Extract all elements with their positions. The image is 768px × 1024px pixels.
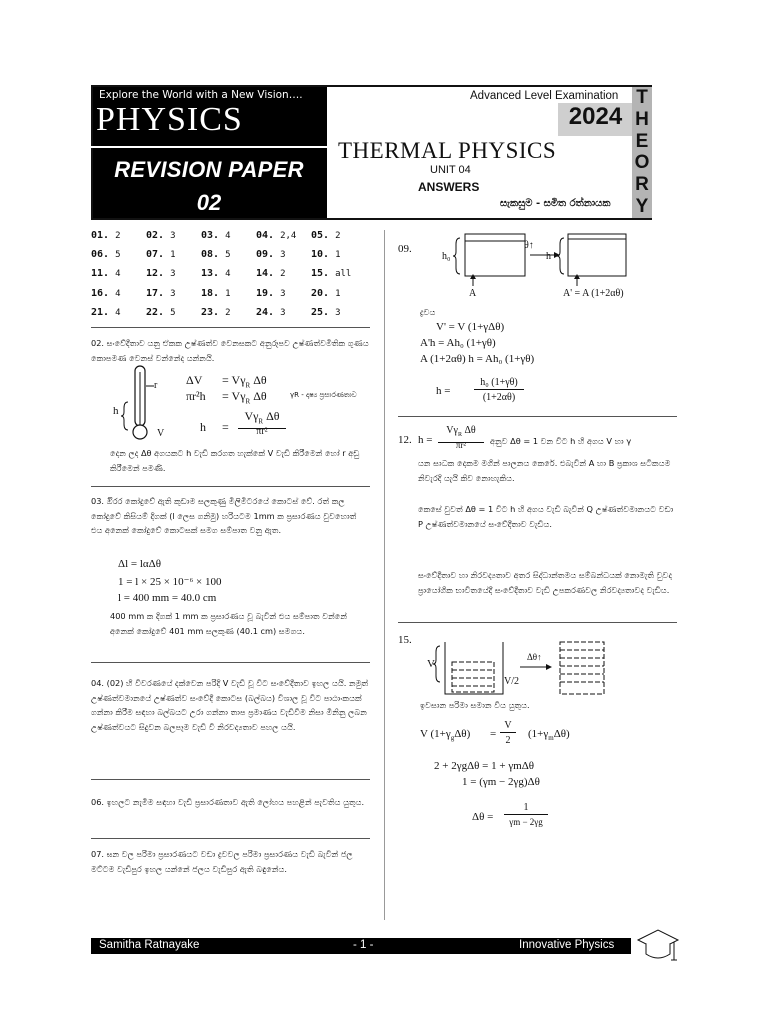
q15-eq2: 2 + 2γgΔθ = 1 + γmΔθ [434,760,535,772]
question-number: 15. [311,268,330,280]
unit-label: UNIT 04 [430,164,471,176]
answer-value: 3 [335,307,341,318]
question-number: 20. [311,287,330,299]
q09-eq3: A (1+2αθ) h = Ah₀ (1+γθ) [420,353,535,365]
q12-lhs: h = [418,434,433,446]
q02-eq2-lhs: πr²h [186,389,206,403]
answer-cell [311,230,366,249]
answer-value: 5 [115,250,121,261]
answer-cell [201,268,256,287]
question-number: 04. [256,230,275,241]
separator [91,779,370,780]
question-number: 07. [146,249,165,261]
q02-tail: දෙන ලද Δθ අගයකට h වැඩි කරගත හැක්කේ V වැඩි කිරීමෙන් හෝ r අඩු කිරීමෙන් පමණි. [110,448,360,473]
q02-eq3-den: πr² [256,426,268,437]
footer-brand: Innovative Physics [519,939,615,951]
answer-value: 4 [115,269,121,280]
answer-cell [146,249,201,268]
answer-value: 3 [280,288,286,299]
question-number: 11. [91,268,110,280]
answer-value: 2 [280,269,286,280]
answer-value: 3 [170,269,176,280]
question-number: 05. [311,230,330,241]
footer-author: Samitha Ratnayake [99,939,200,951]
question-number: 12. [146,268,165,280]
q15-v: V [427,658,435,670]
exam-year: 2024 [568,103,623,130]
q03-eq1: Δl = lαΔθ [118,558,161,570]
answer-cell [311,268,366,287]
q15-eq4-den: γm − 2γg [509,817,543,827]
side-letter: O [634,152,650,174]
tagline: Explore the World with a New Vision…. [99,89,303,101]
q12-den: πr² [455,440,467,450]
answer-cell [256,307,311,326]
q07-text: 07. ඝන වල පරිමා ප්‍රසාරණයට වඩා ද්‍රවවල පරිමා ප්‍රසාරණය වැඩි බැවින් ජල මට්ටම වැඩිපුර ඉහල යන්නේ ජලය වැඩිපුර ඇති බඳුනේය. [91,849,353,874]
column-divider [384,230,385,920]
q15-eq4-lhs: Δθ = [472,811,494,823]
answer-cell [311,307,366,326]
separator [398,416,677,417]
answer-cell [91,249,146,268]
q12-p3: කෙසේ වුවත් Δθ = 1 විට h හි අගය වැඩි බැවින් Q උෂ්ණත්වමානයට වඩා P උෂ්ණත්වමානයේ සංවේදීතාව වැඩිය. [418,504,674,529]
footer-bar [91,938,631,954]
question-number: 16. [91,287,110,299]
exam-name: Advanced Level Examination [470,90,619,102]
answer-cell [201,230,256,249]
question-number: 01. [91,230,110,241]
q09-area-a2: A' = A (1+2αθ) [563,288,624,299]
page-number: - 1 - [353,939,374,951]
answer-value: 5 [225,250,231,261]
answer-cell [91,307,146,326]
answer-value: 4 [115,288,121,299]
answer-cell [311,288,366,307]
q15-eq1-rhs: $(1+\gamma_m\Delta\theta)$ [528,728,570,743]
header-divider [91,146,327,148]
q15-dtheta: Δθ↑ [527,652,542,662]
graduation-cap-icon [634,926,680,970]
answer-value: all [335,269,352,280]
answer-cell [201,307,256,326]
q09-eq4-lhs: h = [436,385,451,397]
q03-eq3: l = 400 mm = 40.0 cm [118,592,217,604]
answer-row [91,249,376,268]
answer-row [91,288,376,307]
q09-intro: ද්‍රවය [420,307,436,317]
answer-cell [256,230,311,249]
q15-eq1-frac-num: V [500,719,516,733]
answer-value: 2 [335,231,341,241]
q09-h: h [546,251,551,262]
label-v: V [157,428,165,439]
q02-eq3-num: $V\gamma_R$ Δθ [238,409,286,429]
q09-eq4-num: h₀ (1+γθ) [474,376,524,390]
question-number: 14. [256,268,275,280]
answer-value: 1 [335,288,341,299]
q15-eq1-frac-den: 2 [505,735,511,746]
q06-text: 06. ඉහලට නැමීම සඳහා වැඩි ප්‍රසාරණතාව ඇති ලෝහය පහළින් පැවතිය යුතුය. [91,797,365,807]
q15-diagram [420,640,610,698]
side-letter: H [635,108,649,130]
q12-p4: සංවේදීතාව හා නිරවද්‍යතාව අතර සිද්ධාන්තමය සම්බන්ධයක් නොමැති වුවද ප්‍රායෝගික භාවිතයේදී සංවේදීතාව වැඩි උපකරණවල නිරවද්‍යතාවද වැඩිය. [418,570,673,595]
q09-number: 09. [398,243,412,255]
q02-eq3-lhs: h [200,420,206,434]
question-number: 21. [91,306,110,318]
answer-cell [256,268,311,287]
answer-value: 3 [280,307,286,318]
question-number: 19. [256,287,275,299]
answer-cell [146,307,201,326]
topic-title: THERMAL PHYSICS [338,138,557,163]
answer-value: 1 [335,250,341,261]
q02-eq1-rhs: = $V\gamma_R$ Δθ [222,373,267,390]
q09-eq1: V' = V (1+γΔθ) [436,321,505,333]
q02-text: 02. සංවේදීතාව යනු ඒකක උෂ්ණත්ව වෙනසකට අනුරූපව උෂ්ණත්වමිතික ගුණය කොපමණ වෙනස් වන්නේද යන්නයි. [91,338,369,363]
q02-eq2-rhs: = $V\gamma_R$ Δθ [222,389,267,406]
q15-eq4-num: 1 [504,801,548,815]
side-letter: Y [635,195,649,217]
question-number: 22. [146,306,165,318]
q03-eq2: 1 = l × 25 × 10⁻⁶ × 100 [118,576,222,588]
q09-eq2: A'h = Ah₀ (1+γθ) [420,337,496,349]
answer-key [91,230,376,326]
side-letter: E [635,130,649,152]
question-number: 10. [311,249,330,261]
q12-p1: අනුව Δθ = 1 වන විට h හි අගය V හා γ [490,436,632,446]
q02-note: γR - දෘෂ්‍ය ප්‍රසාරණතාව [290,391,357,399]
answer-value: 4 [225,231,231,241]
answer-cell [91,288,146,307]
answer-cell [256,288,311,307]
q15-eq3: 1 = (γm − 2γg)Δθ [462,776,540,788]
answer-value: 3 [170,288,176,299]
answer-value: 1 [225,288,231,299]
answer-cell [201,288,256,307]
answer-cell [311,249,366,268]
q15-eq1-lhs: V $(1+\gamma_g\Delta\theta)$ [420,728,471,743]
answers-label: ANSWERS [418,180,480,194]
q12-p2: යන සාධක දෙකම මගින් පාලනය කෙරේ. එබැවින් A හා B ප්‍රකාශ සටිකයම නිවැරදි යැයි කිව නොහැකිය. [418,458,671,483]
question-number: 13. [201,268,220,280]
q15-intro: ඉවසාන පරිමා සමාන විය යුතුය. [420,700,530,710]
q03-text: 03. ඔිරර කෝදුවේ ඇති කුඩාම සලකුණු මිලිමීටරයේ කොටස් වේ. රත් කල කෝදුවේ කිසියම් දිගක් (l ලෙස ගනිමු) හරියටම 1mm ක ප්‍රසාරණය වුවහොත් එය අනෙක් කෝදුවේ කොටසක් සමග සම්පාත වනු ඇත. [91,496,357,535]
answer-value: 1 [170,250,176,261]
answer-cell [91,268,146,287]
label-h: h [113,405,119,417]
question-number: 18. [201,287,220,299]
answer-value: 4 [115,307,121,318]
answer-row [91,307,376,326]
answer-value: 2 [225,307,231,318]
answer-value: 2 [115,231,121,241]
answer-cell [91,230,146,249]
q12-num: $V\gamma_R$ Δθ [438,424,484,443]
question-number: 17. [146,287,165,299]
side-letter: T [636,87,648,108]
q15-eq1-eq: = [490,728,497,740]
q03-tail: 400 mm ක දිගක් 1 mm ක ප්‍රසාරණය වූ බැවින් එය සම්පාත වන්නේ අනෙක් කෝදුවේ 401 mm සලකුණ (40.1 cm) සමගය. [110,611,347,636]
answer-cell [201,249,256,268]
side-letter: R [635,174,649,196]
answer-value: 3 [280,250,286,261]
separator [91,327,370,328]
label-r: r [154,380,158,391]
question-number: 08. [201,249,220,261]
theory-side-label [632,87,652,218]
q04-text: 04. (02) හි විවරණයේ දක්වෙන පරිදි V වැඩි වූ විට සංවේදීතාව ඉහල යයි. නමුත් උෂ්ණත්වමානයේ උෂ්ණත්ව සංවේදී කොටස (බල්බය) විශාල වූ විට පාඨාංකයක් ගන්නා කිරීම සඳහා බල්බයට උරා ගන්නා තාප ප්‍රමාණය වැඩිවීම නිසා මිනිනු ලබන උෂ්ණත්වයට සිදුවන බලපෑම වැඩි වී නිරවද්‍යතාව පහල යයි. [91,678,369,732]
q02-eq1-lhs: ΔV [186,373,203,387]
question-number: 23. [201,306,220,318]
q15-half: V/2 [504,676,519,687]
q09-diagram [440,228,640,290]
answer-value: 4 [225,269,231,280]
answer-cell [146,268,201,287]
answer-value: 5 [170,307,176,318]
paper-number: 02 [196,190,222,215]
subject-title: PHYSICS [96,101,243,138]
q12-number: 12. [398,434,412,446]
answer-row [91,268,376,287]
compiled-by: සැකසුම - සමිත රත්නායක [500,198,611,209]
answer-cell [146,288,201,307]
answer-row [91,230,376,249]
q09-eq4-den: (1+2αθ) [482,392,516,403]
separator [91,838,370,839]
answer-cell [146,230,201,249]
question-number: 24. [256,306,275,318]
question-number: 03. [201,230,220,241]
question-number: 09. [256,249,275,261]
separator [91,486,370,487]
q09-theta: θ↑ [524,240,534,251]
question-number: 06. [91,249,110,261]
separator [91,662,370,663]
paper-title: REVISION PAPER [114,157,304,182]
q09-area-a: A [469,288,477,299]
separator [398,622,677,623]
q02-eq3-eq: = [222,420,229,434]
answer-cell [256,249,311,268]
answer-value: 3 [170,231,176,241]
q09-h0: h₀ [442,251,451,262]
question-number: 25. [311,306,330,318]
q15-number: 15. [398,634,412,646]
question-number: 02. [146,230,165,241]
answer-value: 2,4 [280,231,297,241]
